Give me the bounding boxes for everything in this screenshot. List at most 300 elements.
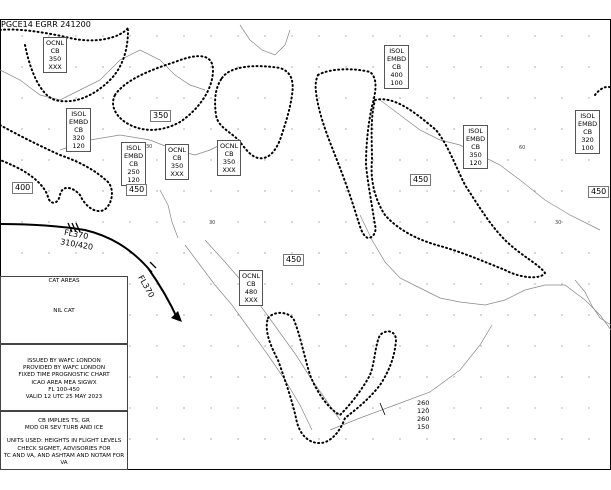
grid-dot	[480, 283, 481, 284]
cb-label-line: ISOL	[389, 47, 404, 55]
cb-label-line: OCNL	[220, 142, 239, 150]
grid-dot	[426, 376, 427, 377]
grid-dot	[372, 376, 373, 377]
grid-dot	[156, 407, 157, 408]
cb-label-line: EMBD	[387, 55, 407, 63]
grid-dot	[588, 66, 589, 67]
tropopause-level-1: 350	[150, 110, 171, 122]
grid-dot	[345, 283, 346, 284]
tropopause-level-3: 450	[126, 184, 147, 196]
cb-label-line: EMBD	[69, 118, 89, 126]
grid-dot	[453, 283, 454, 284]
grid-dot	[318, 221, 319, 222]
grid-dot	[318, 407, 319, 408]
grid-label-lat-30: 30	[146, 144, 153, 150]
grid-dot	[399, 438, 400, 439]
grid-dot	[480, 66, 481, 67]
cb-label-box-6	[384, 45, 409, 89]
grid-dot	[318, 438, 319, 439]
grid-label-lat-30: 30	[555, 220, 562, 226]
grid-dot	[183, 376, 184, 377]
grid-dot	[345, 190, 346, 191]
grid-dot	[210, 66, 211, 67]
freezing-line: 260	[417, 415, 430, 423]
grid-dot	[264, 252, 265, 253]
grid-dot	[507, 190, 508, 191]
units-line: TC AND VA, AND ASHTAM AND NOTAM FOR VA	[3, 452, 125, 467]
grid-dot	[129, 345, 130, 346]
grid-dot	[237, 97, 238, 98]
grid-dot	[183, 97, 184, 98]
cb-area-east-edge	[595, 87, 611, 95]
grid-dot	[156, 376, 157, 377]
grid-dot	[291, 128, 292, 129]
grid-dot	[291, 376, 292, 377]
cb-label-line: CB	[392, 63, 402, 71]
grid-dot	[426, 35, 427, 36]
cb-label-box-2	[66, 108, 91, 152]
grid-dot	[507, 221, 508, 222]
grid-dot	[237, 345, 238, 346]
grid-dot	[264, 376, 265, 377]
grid-dot	[534, 314, 535, 315]
cb-area-iran	[372, 99, 545, 277]
cb-label-box-4	[165, 144, 189, 180]
grid-dot	[453, 314, 454, 315]
cb-label-line: 320	[581, 136, 594, 144]
coast-levant	[160, 190, 178, 238]
grid-dot	[21, 97, 22, 98]
cb-label-line: EMBD	[578, 120, 598, 128]
jet-label-range: 310/420	[59, 237, 94, 252]
grid-dot	[561, 314, 562, 315]
grid-dot	[534, 345, 535, 346]
grid-dot	[156, 252, 157, 253]
cb-label-line: OCNL	[242, 272, 261, 280]
cb-label-line: 250	[127, 168, 140, 176]
grid-dot	[75, 35, 76, 36]
cb-label-line: CB	[74, 126, 84, 134]
coast-caspian	[240, 25, 290, 55]
grid-dot	[453, 438, 454, 439]
grid-dot	[345, 314, 346, 315]
grid-dot	[291, 66, 292, 67]
grid-dot	[399, 128, 400, 129]
grid-dot	[534, 66, 535, 67]
grid-dot	[237, 252, 238, 253]
grid-dot	[102, 252, 103, 253]
grid-dot	[237, 221, 238, 222]
issue-panel	[0, 344, 128, 411]
legend-line: CB IMPLIES TS, GR	[38, 418, 90, 424]
grid-dot	[210, 314, 211, 315]
freezing-line: 150	[417, 423, 430, 431]
grid-dot	[561, 252, 562, 253]
grid-dot	[426, 66, 427, 67]
legend-line: MOD OR SEV TURB AND ICE	[24, 425, 104, 432]
grid-dot	[237, 407, 238, 408]
grid-dot	[156, 438, 157, 439]
cb-label-line: XXX	[48, 63, 62, 71]
grid-dot	[21, 159, 22, 160]
cb-label-line: 120	[72, 142, 85, 150]
grid-label-lat-30: 30	[209, 220, 216, 226]
cb-label-line: 100	[581, 144, 594, 152]
issue-line: FL 100-450	[48, 386, 80, 393]
cb-label-line: XXX	[170, 170, 184, 178]
grid-dot	[561, 35, 562, 36]
grid-dot	[534, 97, 535, 98]
grid-dot	[21, 128, 22, 129]
grid-dot	[345, 159, 346, 160]
cb-label-box-3	[121, 142, 146, 186]
cat-areas-body: NIL CAT	[53, 308, 75, 315]
grid-dot	[534, 407, 535, 408]
cb-label-box-8	[575, 110, 600, 154]
cb-label-line: EMBD	[466, 135, 486, 143]
grid-dot	[237, 128, 238, 129]
grid-dot	[156, 97, 157, 98]
coast-iran	[380, 100, 600, 230]
grid-dot	[318, 283, 319, 284]
grid-dot	[561, 283, 562, 284]
grid-dot	[291, 190, 292, 191]
grid-dot	[237, 438, 238, 439]
grid-dot	[291, 345, 292, 346]
grid-dot	[507, 407, 508, 408]
grid-dot	[453, 376, 454, 377]
grid-dot	[210, 345, 211, 346]
grid-dot	[372, 314, 373, 315]
grid-dot	[21, 252, 22, 253]
coast-gulf	[360, 215, 505, 305]
issue-line: FIXED TIME PROGNOSTIC CHART	[18, 372, 110, 379]
grid-dot	[21, 66, 22, 67]
tropopause-level-5: 450	[410, 174, 431, 186]
cb-label-line: 120	[469, 159, 482, 167]
grid-dot	[102, 221, 103, 222]
grid-dot	[156, 345, 157, 346]
grid-dot	[102, 128, 103, 129]
grid-dot	[183, 221, 184, 222]
grid-dot	[129, 407, 130, 408]
grid-dot	[399, 221, 400, 222]
grid-dot	[399, 345, 400, 346]
grid-dot	[264, 35, 265, 36]
grid-dot	[426, 345, 427, 346]
grid-dot	[588, 345, 589, 346]
grid-dot	[48, 128, 49, 129]
grid-dot	[237, 376, 238, 377]
grid-dot	[183, 407, 184, 408]
cb-label-line: ISOL	[580, 112, 595, 120]
grid-dot	[453, 221, 454, 222]
grid-dot	[291, 35, 292, 36]
grid-dot	[318, 345, 319, 346]
cb-label-line: CB	[50, 47, 60, 55]
grid-dot	[534, 376, 535, 377]
grid-dot	[183, 438, 184, 439]
grid-label-lon-60: 60	[519, 145, 526, 151]
grid-dot	[507, 345, 508, 346]
grid-dot	[102, 35, 103, 36]
grid-dot	[48, 221, 49, 222]
legend-panel	[0, 411, 128, 470]
cb-label-line: CB	[224, 150, 234, 158]
grid-dot	[588, 407, 589, 408]
grid-dot	[129, 283, 130, 284]
grid-dot	[588, 159, 589, 160]
cb-area-north-west-under	[25, 30, 128, 101]
grid-dot	[588, 376, 589, 377]
jet-wind-barb-2	[146, 262, 156, 272]
cb-label-line: 350	[222, 158, 236, 166]
grid-dot	[183, 314, 184, 315]
tropopause-level-6: 450	[588, 186, 609, 198]
grid-dot	[399, 159, 400, 160]
cb-label-line: OCNL	[46, 39, 65, 47]
grid-dot	[372, 35, 373, 36]
coast-red-sea-east	[205, 240, 340, 420]
coast-north-mediterranean	[0, 50, 205, 100]
grid-dot	[453, 407, 454, 408]
grid-dot	[561, 376, 562, 377]
grid-dot	[129, 35, 130, 36]
grid-dot	[183, 283, 184, 284]
grid-dot	[399, 314, 400, 315]
grid-dot	[534, 128, 535, 129]
grid-dot	[345, 438, 346, 439]
grid-dot	[372, 438, 373, 439]
cb-label-line: EMBD	[124, 152, 144, 160]
grid-dot	[345, 35, 346, 36]
grid-dot	[318, 252, 319, 253]
grid-dot	[75, 97, 76, 98]
cb-label-line: CB	[583, 128, 593, 136]
freezing-line: 260	[417, 399, 430, 407]
cb-label-line: ISOL	[468, 127, 483, 135]
grid-dot	[453, 345, 454, 346]
grid-dot	[426, 128, 427, 129]
issue-line: VALID 12 UTC 25 MAY 2023	[25, 394, 103, 401]
grid-dot	[561, 97, 562, 98]
grid-dot	[399, 283, 400, 284]
grid-dot	[345, 128, 346, 129]
cb-label-line: 400	[390, 71, 403, 79]
grid-dot	[48, 252, 49, 253]
grid-dot	[318, 190, 319, 191]
cb-label-box-7	[463, 125, 488, 169]
grid-dot	[156, 159, 157, 160]
grid-dot	[129, 438, 130, 439]
grid-dot	[291, 159, 292, 160]
grid-dot	[183, 252, 184, 253]
grid-dot	[426, 314, 427, 315]
jet-label-fl: FL370	[63, 227, 89, 242]
chart-header: PGCE14 EGRR 241200	[1, 20, 91, 29]
grid-dot	[507, 128, 508, 129]
grid-dot	[210, 407, 211, 408]
grid-dot	[453, 128, 454, 129]
grid-dot	[561, 438, 562, 439]
grid-dot	[426, 252, 427, 253]
grid-dot	[237, 314, 238, 315]
grid-dot	[588, 283, 589, 284]
grid-dot	[21, 35, 22, 36]
grid-dot	[345, 345, 346, 346]
grid-dot	[318, 128, 319, 129]
grid-dot	[399, 190, 400, 191]
grid-dot	[75, 221, 76, 222]
grid-dot	[264, 314, 265, 315]
grid-dot	[507, 159, 508, 160]
jet-arrowhead	[171, 311, 182, 322]
grid-dot	[399, 252, 400, 253]
grid-dot	[588, 221, 589, 222]
grid-dot	[345, 252, 346, 253]
grid-dot	[534, 35, 535, 36]
grid-dot	[426, 221, 427, 222]
grid-dot	[588, 438, 589, 439]
grid-dot	[264, 159, 265, 160]
tropopause-level-2: 400	[12, 182, 33, 194]
cb-label-line: ISOL	[126, 144, 141, 152]
issue-line: ICAO AREA MEA SIGWX	[31, 379, 97, 386]
grid-dot	[480, 35, 481, 36]
grid-dot	[561, 345, 562, 346]
grid-dot	[345, 66, 346, 67]
grid-dot	[210, 190, 211, 191]
grid-dot	[129, 128, 130, 129]
units-line: CHECK SIGMET, ADVISORIES FOR	[17, 445, 111, 452]
cb-label-line: XXX	[244, 296, 258, 304]
grid-dot	[426, 159, 427, 160]
grid-dot	[318, 97, 319, 98]
cb-label-line: OCNL	[168, 146, 187, 154]
cat-areas-panel	[0, 276, 128, 344]
grid-dot	[156, 221, 157, 222]
grid-dot	[264, 97, 265, 98]
grid-dot	[372, 159, 373, 160]
cb-label-line: CB	[471, 143, 481, 151]
grid-dot	[291, 221, 292, 222]
cb-label-line: 350	[170, 162, 184, 170]
grid-dot	[183, 345, 184, 346]
grid-dot	[561, 407, 562, 408]
grid-dot	[372, 66, 373, 67]
grid-dot	[480, 190, 481, 191]
grid-dot	[480, 376, 481, 377]
grid-dot	[480, 314, 481, 315]
grid-dot	[426, 438, 427, 439]
grid-dot	[372, 221, 373, 222]
grid-dot	[291, 438, 292, 439]
coast-oman	[505, 285, 611, 330]
grid-dot	[345, 97, 346, 98]
grid-dot	[102, 66, 103, 67]
grid-dot	[237, 66, 238, 67]
grid-dot	[156, 35, 157, 36]
grid-dot	[534, 438, 535, 439]
grid-dot	[534, 252, 535, 253]
grid-dot	[318, 159, 319, 160]
grid-dot	[372, 252, 373, 253]
grid-dot	[507, 283, 508, 284]
cb-area-red-sea	[267, 313, 396, 443]
grid-dot	[48, 159, 49, 160]
grid-dot	[480, 97, 481, 98]
grid-dot	[21, 221, 22, 222]
units-line: UNITS USED: HEIGHTS IN FLIGHT LEVELS	[6, 438, 122, 445]
grid-dot	[480, 345, 481, 346]
grid-dot	[210, 159, 211, 160]
grid-dot	[291, 283, 292, 284]
grid-dot	[480, 438, 481, 439]
cb-label-box-9	[239, 270, 263, 306]
grid-dot	[102, 190, 103, 191]
grid-dot	[426, 190, 427, 191]
grid-dot	[507, 438, 508, 439]
cb-label-line: 120	[127, 176, 140, 184]
grid-dot	[507, 97, 508, 98]
grid-dot	[318, 35, 319, 36]
grid-dot	[210, 128, 211, 129]
grid-dot	[129, 97, 130, 98]
grid-dot	[399, 97, 400, 98]
grid-dot	[507, 35, 508, 36]
grid-dot	[507, 252, 508, 253]
grid-dot	[534, 159, 535, 160]
grid-dot	[318, 314, 319, 315]
issue-line: PROVIDED BY WAFC LONDON	[22, 365, 106, 372]
grid-dot	[291, 314, 292, 315]
grid-dot	[561, 190, 562, 191]
grid-dot	[588, 314, 589, 315]
grid-dot	[156, 314, 157, 315]
cb-label-line: 350	[48, 55, 62, 63]
grid-dot	[264, 407, 265, 408]
grid-dot	[210, 438, 211, 439]
cb-label-line: 320	[72, 134, 85, 142]
grid-dot	[129, 66, 130, 67]
cb-label-line: 480	[244, 288, 258, 296]
grid-dot	[453, 66, 454, 67]
cat-areas-title: CAT AREAS	[48, 278, 80, 284]
issue-line: ISSUED BY WAFC LONDON	[27, 358, 101, 364]
grid-dot	[561, 66, 562, 67]
cb-label-line: CB	[172, 154, 182, 162]
grid-dot	[399, 376, 400, 377]
grid-dot	[480, 407, 481, 408]
grid-dot	[561, 128, 562, 129]
grid-dot	[156, 190, 157, 191]
grid-dot	[345, 221, 346, 222]
grid-dot	[237, 35, 238, 36]
grid-dot	[453, 190, 454, 191]
grid-dot	[534, 283, 535, 284]
grid-dot	[507, 314, 508, 315]
cb-label-line: 350	[469, 151, 482, 159]
grid-dot	[318, 376, 319, 377]
grid-dot	[426, 283, 427, 284]
grid-dot	[453, 35, 454, 36]
grid-dot	[561, 221, 562, 222]
grid-dot	[507, 376, 508, 377]
freezing-line: 120	[417, 407, 430, 415]
cb-label-line: CB	[246, 280, 256, 288]
grid-dot	[237, 190, 238, 191]
grid-dot	[264, 221, 265, 222]
